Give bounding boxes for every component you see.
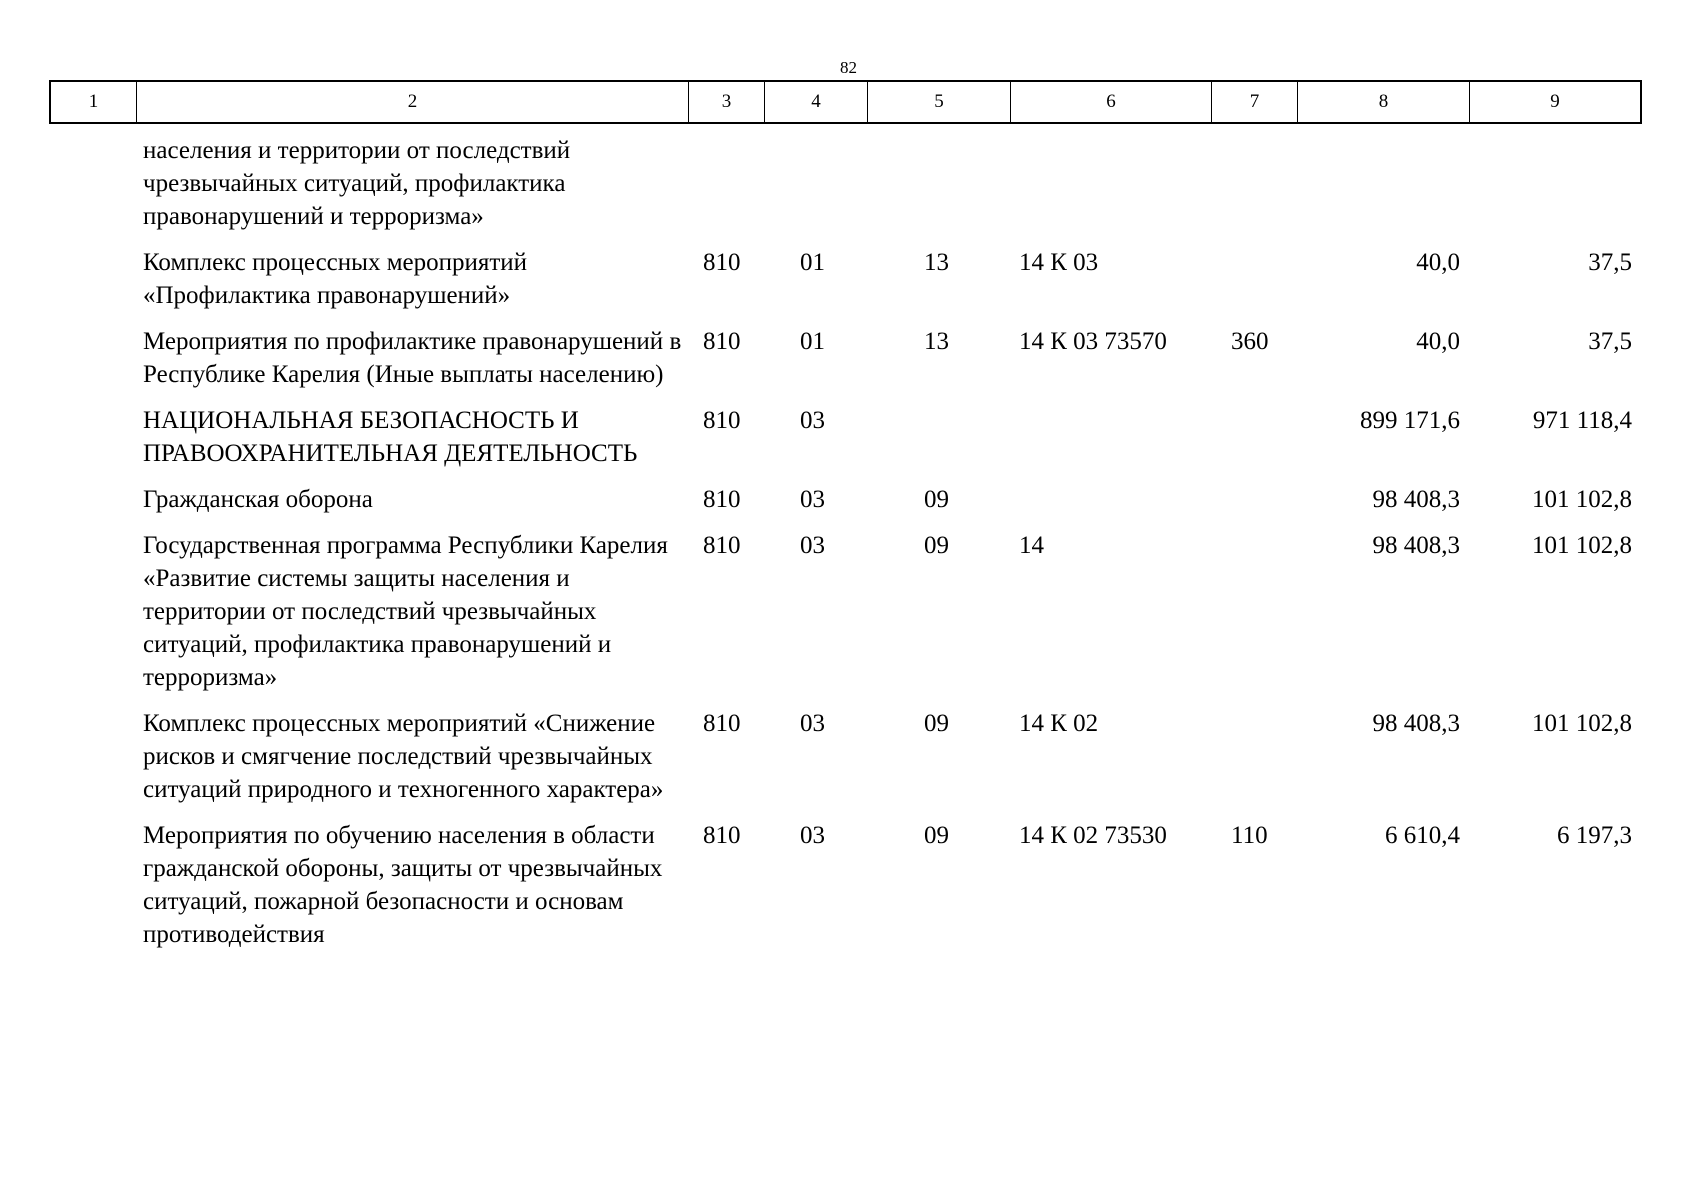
row-name: населения и территории от последствий чрезвычайных ситуаций, профилактика правонарушений и терроризма» bbox=[143, 137, 571, 230]
row-col-6 bbox=[1009, 404, 1210, 470]
header-col-9: 9 bbox=[1550, 91, 1560, 112]
row-col-8: 98 408,3 bbox=[1372, 486, 1460, 513]
row-col-5: 09 bbox=[924, 486, 949, 513]
row-col-4: 01 bbox=[800, 328, 825, 355]
row-col-9: 971 118,4 bbox=[1532, 407, 1632, 434]
row-col-6: 14 К 02 bbox=[1019, 710, 1099, 737]
row-col-7 bbox=[1210, 707, 1296, 806]
row-col-6: 14 К 02 73530 bbox=[1019, 822, 1167, 849]
row-col-3: 810 bbox=[703, 822, 741, 849]
header-col-3: 3 bbox=[689, 82, 765, 122]
row-col-7 bbox=[1210, 134, 1296, 233]
row-col-7 bbox=[1210, 483, 1296, 516]
row-col-6: 14 bbox=[1019, 532, 1044, 559]
table-row bbox=[49, 404, 1642, 470]
table-row bbox=[49, 246, 1642, 312]
row-col-3: 810 bbox=[703, 532, 741, 559]
row-col-3: 810 bbox=[703, 407, 741, 434]
row-col-7 bbox=[1210, 404, 1296, 470]
row-name: Комплекс процессных мероприятий «Профилактика правонарушений» bbox=[143, 249, 528, 309]
row-col-8: 98 408,3 bbox=[1372, 532, 1460, 559]
row-col-9: 37,5 bbox=[1588, 328, 1632, 355]
row-col-4: 03 bbox=[800, 710, 825, 737]
table-row bbox=[49, 325, 1642, 391]
row-name: Комплекс процессных мероприятий «Снижение рисков и смягчение последствий чрезвычайных ситуаций природного и техногенного характера» bbox=[143, 710, 664, 803]
row-col-5: 09 bbox=[924, 710, 949, 737]
row-col-5: 13 bbox=[924, 328, 949, 355]
row-col-4: 03 bbox=[800, 407, 825, 434]
table-row bbox=[49, 819, 1642, 951]
row-name: НАЦИОНАЛЬНАЯ БЕЗОПАСНОСТЬ И ПРАВООХРАНИТЕЛЬНАЯ ДЕЯТЕЛЬНОСТЬ bbox=[143, 407, 638, 467]
row-name: Мероприятия по обучению населения в области гражданской обороны, защиты от чрезвычайных ситуаций, пожарной безопасности и основам противодействия bbox=[143, 822, 663, 948]
row-name: Мероприятия по профилактике правонарушений в Республике Карелия (Иные выплаты населению) bbox=[143, 328, 682, 388]
row-col-6 bbox=[1009, 483, 1210, 516]
row-col-4: 03 bbox=[800, 532, 825, 559]
table-row bbox=[49, 483, 1642, 516]
header-col-8: 8 bbox=[1298, 82, 1470, 122]
header-col-2: 2 bbox=[137, 82, 689, 122]
row-col-6: 14 К 03 bbox=[1019, 249, 1099, 276]
row-col-4: 03 bbox=[800, 486, 825, 513]
header-col-5: 5 bbox=[868, 82, 1011, 122]
row-col-3: 810 bbox=[703, 328, 741, 355]
header-col-6: 6 bbox=[1011, 82, 1212, 122]
row-col-8: 40,0 bbox=[1416, 328, 1460, 355]
header-col-7: 7 bbox=[1212, 82, 1298, 122]
row-col-4 bbox=[763, 134, 866, 233]
row-col-9: 101 102,8 bbox=[1532, 486, 1632, 513]
row-col-3: 810 bbox=[703, 249, 741, 276]
row-col-8: 98 408,3 bbox=[1372, 710, 1460, 737]
row-col-3: 810 bbox=[703, 710, 741, 737]
row-col-5 bbox=[866, 134, 1009, 233]
row-col-3: 810 bbox=[703, 486, 741, 513]
column-number-header bbox=[49, 80, 1642, 124]
row-col-6: 14 К 03 73570 bbox=[1019, 328, 1167, 355]
budget-table-body bbox=[49, 134, 1642, 964]
row-name: Государственная программа Республики Карелия «Развитие системы защиты населения и территории от последствий чрезвычайных ситуаций, профилактика правонарушений и терроризма» bbox=[143, 532, 668, 691]
row-col-8: 6 610,4 bbox=[1385, 822, 1460, 849]
row-col-9: 37,5 bbox=[1588, 249, 1632, 276]
row-col-7: 360 bbox=[1231, 328, 1269, 355]
row-col-4: 01 bbox=[800, 249, 825, 276]
row-col-8 bbox=[1296, 134, 1468, 233]
row-col-8: 40,0 bbox=[1416, 249, 1460, 276]
row-col-9: 101 102,8 bbox=[1532, 710, 1632, 737]
row-col-5: 09 bbox=[924, 532, 949, 559]
row-col-6 bbox=[1009, 134, 1210, 233]
row-col-3 bbox=[687, 134, 763, 233]
row-col-7 bbox=[1210, 246, 1296, 312]
row-col-5: 13 bbox=[924, 249, 949, 276]
row-name: Гражданская оборона bbox=[143, 486, 373, 513]
table-row bbox=[49, 134, 1642, 233]
row-col-9: 6 197,3 bbox=[1557, 822, 1632, 849]
table-row bbox=[49, 529, 1642, 694]
row-col-4: 03 bbox=[800, 822, 825, 849]
header-col-4: 4 bbox=[765, 82, 868, 122]
table-row bbox=[49, 707, 1642, 806]
row-col-5 bbox=[866, 404, 1009, 470]
header-col-1: 1 bbox=[51, 82, 137, 122]
row-col-8: 899 171,6 bbox=[1360, 407, 1460, 434]
row-col-7 bbox=[1210, 529, 1296, 694]
row-col-9: 101 102,8 bbox=[1532, 532, 1632, 559]
page-number: 82 bbox=[840, 58, 857, 77]
row-col-7: 110 bbox=[1231, 822, 1268, 849]
row-col-5: 09 bbox=[924, 822, 949, 849]
row-col-9 bbox=[1468, 134, 1640, 233]
